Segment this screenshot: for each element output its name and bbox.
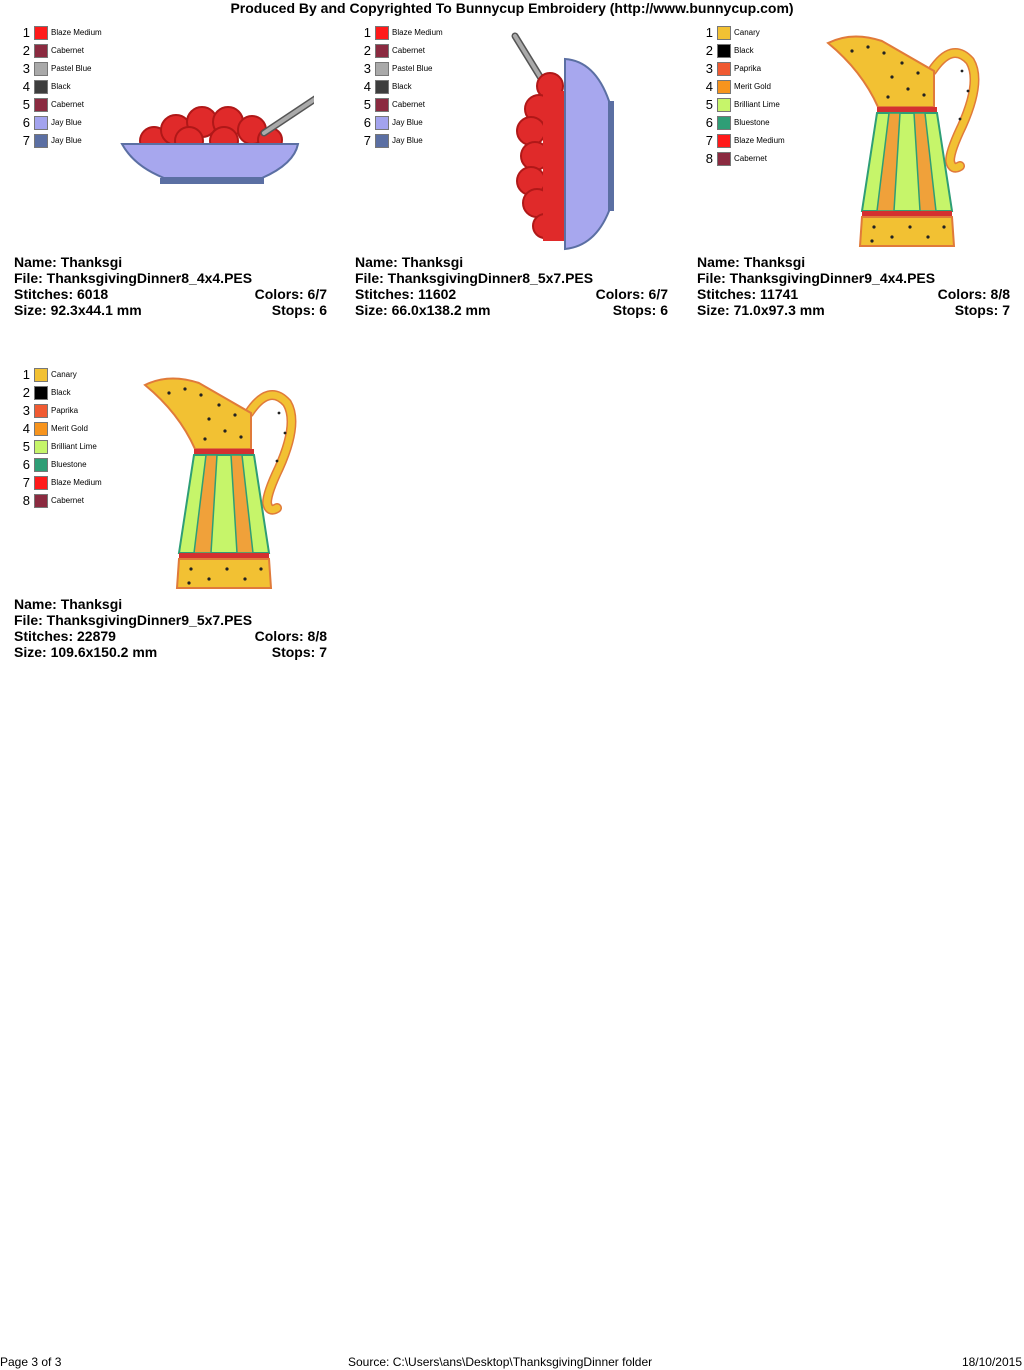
- design-file: ThanksgivingDinner9_5x7.PES: [46, 612, 253, 628]
- thread-swatch: [34, 476, 48, 490]
- design-colors: 8/8: [307, 628, 327, 644]
- design-name: Thanksgi: [401, 254, 464, 270]
- source-path: Source: C:\Users\ans\Desktop\ThanksgivingDinner folder: [348, 1355, 653, 1369]
- thread-name: Canary: [51, 370, 77, 379]
- design-stops: 7: [1002, 302, 1010, 318]
- thread-number: 7: [22, 475, 30, 490]
- thread-number: 5: [22, 97, 30, 112]
- thread-name: Jay Blue: [392, 118, 423, 127]
- thread-name: Pastel Blue: [392, 64, 433, 73]
- thread-number: 3: [22, 403, 30, 418]
- thread-number: 6: [705, 115, 713, 130]
- thread-swatch: [34, 44, 48, 58]
- thread-name: Cabernet: [51, 100, 84, 109]
- thread-name: Jay Blue: [51, 136, 82, 145]
- thread-swatch: [717, 44, 731, 58]
- thread-name: Black: [51, 82, 71, 91]
- thread-swatch: [34, 494, 48, 508]
- design-info: Name: Thanksgi File: ThanksgivingDinner9_4x4.PES Stitches: 11741 Colors: 8/8 Size: 71.0x97.3 mm Stops: 7: [697, 254, 1010, 318]
- thread-swatch: [375, 98, 389, 112]
- thread-number: 5: [705, 97, 713, 112]
- thread-name: Blaze Medium: [392, 28, 443, 37]
- cranberry-bowl-horizontal-icon: [114, 86, 314, 206]
- thread-swatch: [34, 404, 48, 418]
- design-size: 66.0x138.2 mm: [391, 302, 491, 318]
- thread-name: Jay Blue: [392, 136, 423, 145]
- thread-number: 8: [22, 493, 30, 508]
- thread-name: Brilliant Lime: [734, 100, 780, 109]
- design-name: Thanksgi: [60, 596, 123, 612]
- thread-number: 4: [22, 421, 30, 436]
- thread-number: 6: [363, 115, 371, 130]
- page-number: Page 3 of 3: [0, 1355, 62, 1369]
- thread-swatch: [717, 26, 731, 40]
- design-size: 71.0x97.3 mm: [733, 302, 825, 318]
- thread-name: Merit Gold: [734, 82, 771, 91]
- thread-swatch: [717, 134, 731, 148]
- thread-name: Cabernet: [51, 46, 84, 55]
- thread-number: 7: [22, 133, 30, 148]
- thread-swatch: [34, 26, 48, 40]
- design-stops: 7: [319, 644, 327, 660]
- design-card: [14, 26, 334, 346]
- thread-number: 8: [705, 151, 713, 166]
- thread-number: 1: [22, 367, 30, 382]
- thread-name: Cabernet: [734, 154, 767, 163]
- thread-number: 5: [22, 439, 30, 454]
- thread-name: Blaze Medium: [51, 478, 102, 487]
- design-file: ThanksgivingDinner8_4x4.PES: [46, 270, 253, 286]
- thread-swatch: [375, 116, 389, 130]
- cranberry-bowl-vertical-icon: [505, 31, 625, 256]
- thread-swatch: [34, 116, 48, 130]
- thread-swatch: [34, 62, 48, 76]
- thread-number: 7: [705, 133, 713, 148]
- pitcher-icon: [139, 373, 309, 598]
- thread-number: 2: [22, 43, 30, 58]
- thread-name: Cabernet: [392, 46, 425, 55]
- thread-name: Jay Blue: [51, 118, 82, 127]
- thread-swatch: [717, 80, 731, 94]
- thread-name: Cabernet: [51, 496, 84, 505]
- thread-name: Pastel Blue: [51, 64, 92, 73]
- thread-swatch: [34, 386, 48, 400]
- thread-name: Black: [51, 388, 71, 397]
- thread-swatch: [717, 152, 731, 166]
- thread-name: Paprika: [51, 406, 79, 415]
- thread-name: Blaze Medium: [51, 28, 102, 37]
- design-file: ThanksgivingDinner8_5x7.PES: [387, 270, 594, 286]
- thread-number: 2: [705, 43, 713, 58]
- thread-swatch: [34, 134, 48, 148]
- thread-number: 4: [22, 79, 30, 94]
- thread-swatch: [34, 458, 48, 472]
- thread-name: Merit Gold: [51, 424, 88, 433]
- thread-swatch: [375, 44, 389, 58]
- design-stops: 6: [660, 302, 668, 318]
- design-stops: 6: [319, 302, 327, 318]
- print-date: 18/10/2015: [961, 1355, 1022, 1369]
- thread-swatch: [375, 134, 389, 148]
- design-card: [697, 26, 1017, 346]
- thread-number: 3: [705, 61, 713, 76]
- thread-swatch: [717, 116, 731, 130]
- thread-name: Paprika: [734, 64, 762, 73]
- thread-swatch: [34, 98, 48, 112]
- thread-swatch: [34, 440, 48, 454]
- thread-number: 1: [705, 25, 713, 40]
- thread-number: 6: [22, 457, 30, 472]
- design-stitches: 11602: [418, 286, 457, 302]
- design-stitches: 11741: [760, 286, 799, 302]
- thread-name: Cabernet: [392, 100, 425, 109]
- design-stitches: 6018: [77, 286, 109, 302]
- design-colors: 6/7: [648, 286, 668, 302]
- thread-number: 7: [363, 133, 371, 148]
- thread-number: 4: [705, 79, 713, 94]
- thread-number: 2: [363, 43, 371, 58]
- thread-swatch: [34, 80, 48, 94]
- thread-swatch: [375, 26, 389, 40]
- design-size: 109.6x150.2 mm: [50, 644, 158, 660]
- thread-number: 3: [22, 61, 30, 76]
- thread-name: Bluestone: [734, 118, 770, 127]
- thread-name: Blaze Medium: [734, 136, 785, 145]
- design-name: Thanksgi: [60, 254, 123, 270]
- design-card: [14, 368, 334, 688]
- thread-swatch: [717, 98, 731, 112]
- pitcher-icon: [822, 31, 992, 256]
- thread-number: 1: [363, 25, 371, 40]
- thread-name: Bluestone: [51, 460, 87, 469]
- design-info: Name: Thanksgi File: ThanksgivingDinner8_5x7.PES Stitches: 11602 Colors: 6/7 Size: 66.0x138.2 mm Stops: 6: [355, 254, 668, 318]
- design-stitches: 22879: [77, 628, 116, 644]
- thread-number: 5: [363, 97, 371, 112]
- design-card: [355, 26, 675, 346]
- thread-swatch: [34, 368, 48, 382]
- thread-swatch: [375, 80, 389, 94]
- thread-name: Black: [734, 46, 754, 55]
- thread-name: Canary: [734, 28, 760, 37]
- thread-number: 6: [22, 115, 30, 130]
- design-colors: 8/8: [990, 286, 1010, 302]
- thread-number: 1: [22, 25, 30, 40]
- thread-swatch: [34, 422, 48, 436]
- design-file: ThanksgivingDinner9_4x4.PES: [729, 270, 936, 286]
- thread-name: Brilliant Lime: [51, 442, 97, 451]
- page-header: Produced By and Copyrighted To Bunnycup Embroidery (http://www.bunnycup.com): [230, 0, 794, 16]
- thread-number: 3: [363, 61, 371, 76]
- design-colors: 6/7: [307, 286, 327, 302]
- design-info: Name: Thanksgi File: ThanksgivingDinner9_5x7.PES Stitches: 22879 Colors: 8/8 Size: 109.6x150.2 mm Stops: 7: [14, 596, 327, 660]
- thread-swatch: [717, 62, 731, 76]
- design-name: Thanksgi: [743, 254, 806, 270]
- thread-number: 2: [22, 385, 30, 400]
- thread-name: Black: [392, 82, 412, 91]
- design-info: Name: Thanksgi File: ThanksgivingDinner8_4x4.PES Stitches: 6018 Colors: 6/7 Size: 92.3x44.1 mm Stops: 6: [14, 254, 327, 318]
- thread-number: 4: [363, 79, 371, 94]
- thread-swatch: [375, 62, 389, 76]
- design-size: 92.3x44.1 mm: [50, 302, 142, 318]
